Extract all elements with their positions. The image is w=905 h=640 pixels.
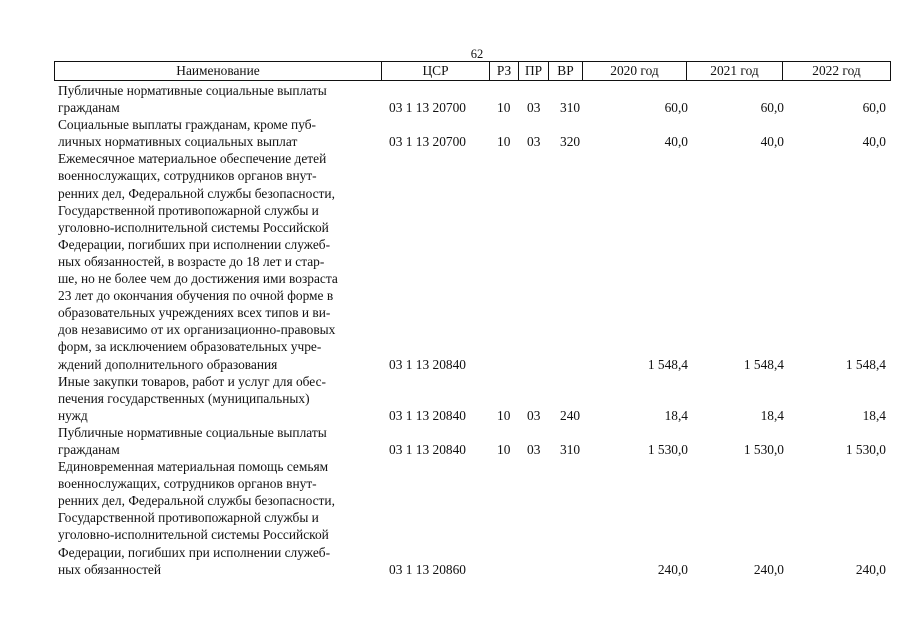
row-vr: 310: [560, 441, 581, 457]
row-2021: 40,0: [760, 134, 784, 150]
row-vr: 240: [560, 407, 581, 423]
row-name-line: Государственной противопожарной службы и: [58, 202, 319, 218]
row-csr: 03 1 13 20700: [389, 134, 466, 150]
row-name: [58, 458, 368, 578]
row-name-line: нужд: [58, 407, 88, 423]
table-row: [58, 116, 888, 150]
header-2020: 2020 год: [582, 62, 686, 80]
table-row: [58, 458, 888, 578]
row-pr: 03: [527, 407, 541, 423]
row-name-line: ных обязанностей: [58, 561, 162, 577]
row-2022: 240,0: [855, 561, 886, 577]
table-row: [58, 82, 888, 116]
row-name-line: печения государственных (муниципальных): [58, 390, 310, 406]
row-name-line: форм, за исключением образовательных учре-: [58, 339, 322, 355]
row-rz: 10: [497, 100, 511, 116]
row-name: [58, 373, 368, 424]
header-name: Наименование: [54, 62, 381, 80]
table-header: [54, 61, 891, 81]
row-name-line: ренних дел, Федеральной службы безопасности,: [58, 185, 335, 201]
row-name: [58, 424, 368, 458]
header-rz: РЗ: [489, 62, 518, 80]
row-name-line: ренних дел, Федеральной службы безопасности,: [58, 493, 335, 509]
row-2021: 18,4: [760, 407, 784, 423]
row-pr: 03: [527, 100, 541, 116]
header-2021: 2021 год: [686, 62, 782, 80]
row-vr: 310: [560, 100, 581, 116]
row-rz: 10: [497, 441, 511, 457]
page-number: 62: [470, 47, 484, 61]
row-csr: 03 1 13 20840: [389, 441, 466, 457]
row-2022: 1 548,4: [845, 356, 886, 372]
row-name-line: военнослужащих, сотрудников органов внут-: [58, 168, 317, 184]
row-2022: 40,0: [862, 134, 886, 150]
row-name-line: ных обязанностей, в возрасте до 18 лет и стар-: [58, 253, 325, 269]
row-2021: 1 530,0: [743, 441, 784, 457]
row-name-line: уголовно-исполнительной системы Российской: [58, 219, 329, 235]
row-csr: 03 1 13 20840: [389, 356, 466, 372]
row-2020: 60,0: [664, 100, 688, 116]
row-name-line: Единовременная материальная помощь семьям: [58, 459, 329, 475]
row-pr: 03: [527, 134, 541, 150]
row-2021: 60,0: [760, 100, 784, 116]
row-name: [58, 82, 368, 116]
table-row: [58, 424, 888, 458]
table-body: [58, 82, 888, 578]
row-rz: 10: [497, 134, 511, 150]
row-rz: 10: [497, 407, 511, 423]
row-2020: 240,0: [657, 561, 688, 577]
row-csr: 03 1 13 20840: [389, 407, 466, 423]
row-name: [58, 116, 368, 150]
row-2020: 40,0: [664, 134, 688, 150]
row-name-line: Государственной противопожарной службы и: [58, 510, 319, 526]
row-name-line: Социальные выплаты гражданам, кроме пуб-: [58, 117, 317, 133]
row-name-line: военнослужащих, сотрудников органов внут-: [58, 476, 317, 492]
row-2021: 240,0: [753, 561, 784, 577]
row-name-line: дов независимо от их организационно-правовых: [58, 322, 336, 338]
row-csr: 03 1 13 20700: [389, 100, 466, 116]
row-name-line: Публичные нормативные социальные выплаты: [58, 424, 327, 440]
row-name-line: Иные закупки товаров, работ и услуг для обес-: [58, 373, 326, 389]
row-2020: 18,4: [664, 407, 688, 423]
row-csr: 03 1 13 20860: [389, 561, 466, 577]
header-2022: 2022 год: [782, 62, 891, 80]
row-2020: 1 548,4: [647, 356, 688, 372]
row-2022: 60,0: [862, 100, 886, 116]
row-2021: 1 548,4: [743, 356, 784, 372]
row-name-line: личных нормативных социальных выплат: [58, 134, 298, 150]
row-name-line: ждений дополнительного образования: [58, 356, 278, 372]
row-name-line: гражданам: [58, 441, 120, 457]
row-name-line: 23 лет до окончания обучения по очной форме в: [58, 288, 334, 304]
row-name: [58, 150, 368, 372]
row-pr: 03: [527, 441, 541, 457]
table-row: [58, 373, 888, 424]
row-name-line: Федерации, погибших при исполнении служеб-: [58, 544, 331, 560]
row-vr: 320: [560, 134, 581, 150]
row-name-line: Федерации, погибших при исполнении служеб-: [58, 236, 331, 252]
row-2022: 18,4: [862, 407, 886, 423]
header-pr: ПР: [518, 62, 548, 80]
row-name-line: образовательных учреждениях всех типов и ви-: [58, 305, 331, 321]
row-name-line: Ежемесячное материальное обеспечение детей: [58, 151, 327, 167]
header-csr: ЦСР: [381, 62, 489, 80]
row-name-line: уголовно-исполнительной системы Российской: [58, 527, 329, 543]
row-name-line: гражданам: [58, 100, 120, 116]
table-row: [58, 150, 888, 372]
header-vr: ВР: [548, 62, 582, 80]
row-2020: 1 530,0: [647, 441, 688, 457]
row-2022: 1 530,0: [845, 441, 886, 457]
row-name-line: Публичные нормативные социальные выплаты: [58, 83, 327, 98]
row-name-line: ше, но не более чем до достижения ими возраста: [58, 271, 338, 287]
